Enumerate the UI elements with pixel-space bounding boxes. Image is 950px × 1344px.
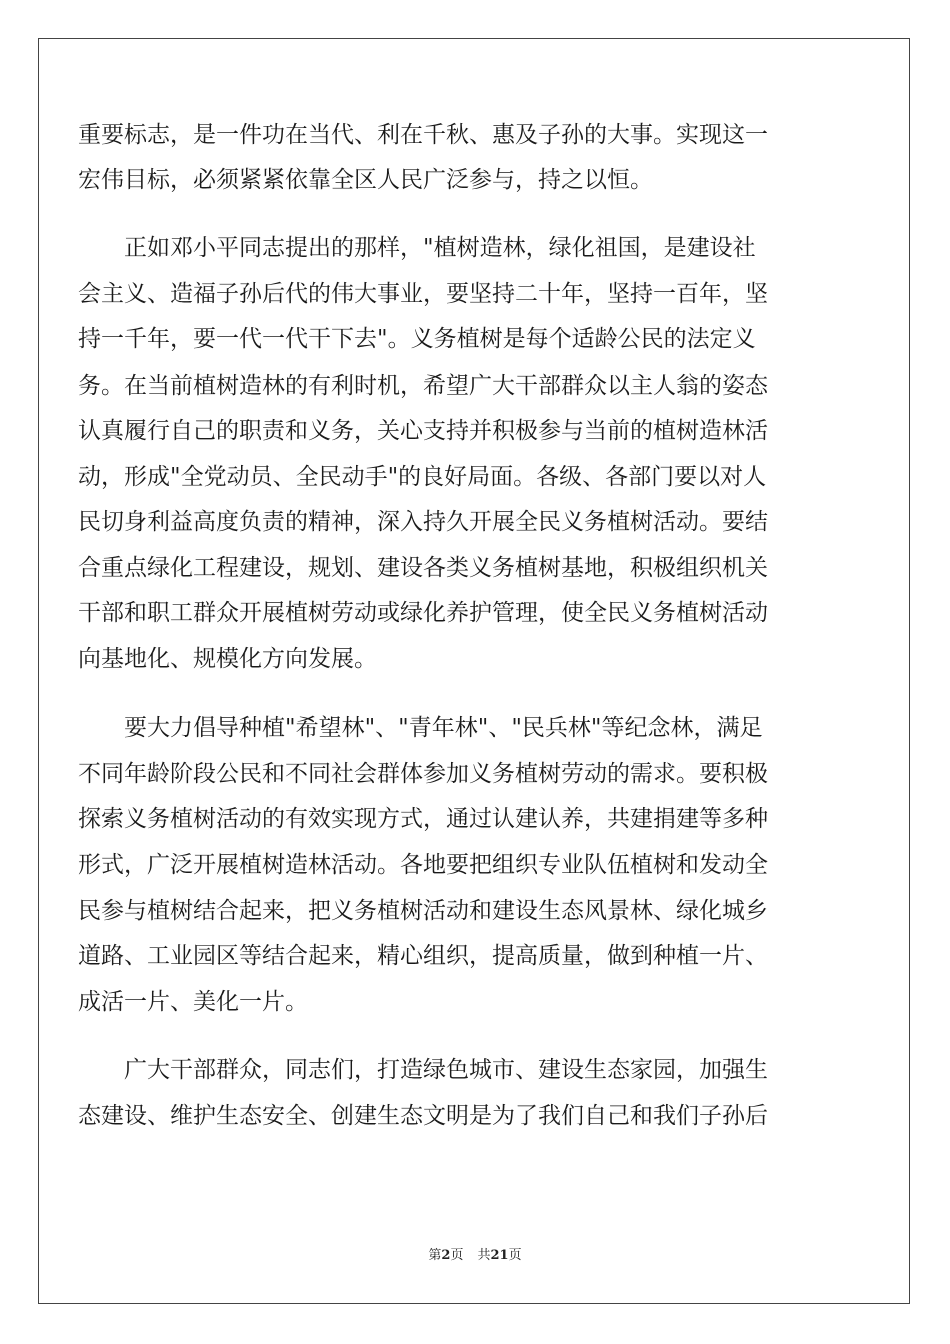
- text-line: 干部和职工群众开展植树劳动或绿化养护管理，使全民义务植树活动: [78, 600, 768, 626]
- text-line: 民切身利益高度负责的精神，深入持久开展全民义务植树活动。要结: [78, 509, 768, 535]
- text-line: 认真履行自己的职责和义务，关心支持并积极参与当前的植树造林活: [78, 418, 768, 444]
- text-line: 动，形成"全党动员、全民动手"的良好局面。各级、各部门要以对人: [78, 464, 767, 490]
- text-line: 宏伟目标，必须紧紧依靠全区人民广泛参与，持之以恒。: [78, 167, 653, 193]
- total-suffix: 页: [508, 1248, 522, 1263]
- text-line: 民参与植树结合起来，把义务植树活动和建设生态风景林、绿化城乡: [78, 898, 768, 924]
- text-line: 持一千年，要一代一代干下去"。义务植树是每个适龄公民的法定义: [78, 326, 756, 352]
- text-line: 形式，广泛开展植树造林活动。各地要把组织专业队伍植树和发动全: [78, 852, 768, 878]
- text-line: 不同年龄阶段公民和不同社会群体参加义务植树劳动的需求。要积极: [78, 761, 768, 787]
- page-suffix: 页: [450, 1248, 464, 1263]
- text-line: 务。在当前植树造林的有利时机，希望广大干部群众以主人翁的姿态: [78, 373, 768, 399]
- text-line: 会主义、造福子孙后代的伟大事业，要坚持二十年，坚持一百年，坚: [78, 281, 768, 307]
- text-line: 要大力倡导种植"希望林"、"青年林"、"民兵林"等纪念林，满足: [124, 715, 763, 741]
- text-line: 合重点绿化工程建设，规划、建设各类义务植树基地，积极组织机关: [78, 555, 768, 581]
- text-line: 道路、工业园区等结合起来，精心组织，提高质量，做到种植一片、: [78, 943, 768, 969]
- text-line: 正如邓小平同志提出的那样，"植树造林，绿化祖国，是建设社: [124, 235, 756, 261]
- text-line: 广大干部群众，同志们，打造绿色城市、建设生态家园，加强生: [124, 1057, 768, 1083]
- page-prefix: 第: [428, 1248, 442, 1263]
- text-line: 向基地化、规模化方向发展。: [78, 646, 377, 672]
- page-footer: [0, 1248, 950, 1264]
- text-line: 成活一片、美化一片。: [78, 989, 308, 1015]
- text-line: 探索义务植树活动的有效实现方式，通过认建认养，共建捐建等多种: [78, 806, 768, 832]
- page-number: 2: [441, 1248, 451, 1263]
- total-pages: 21: [490, 1248, 509, 1263]
- text-line: 态建设、维护生态安全、创建生态文明是为了我们自己和我们子孙后: [78, 1103, 768, 1129]
- text-line: 重要标志，是一件功在当代、利在千秋、惠及子孙的大事。实现这一: [78, 122, 768, 148]
- total-prefix: 共: [477, 1248, 491, 1263]
